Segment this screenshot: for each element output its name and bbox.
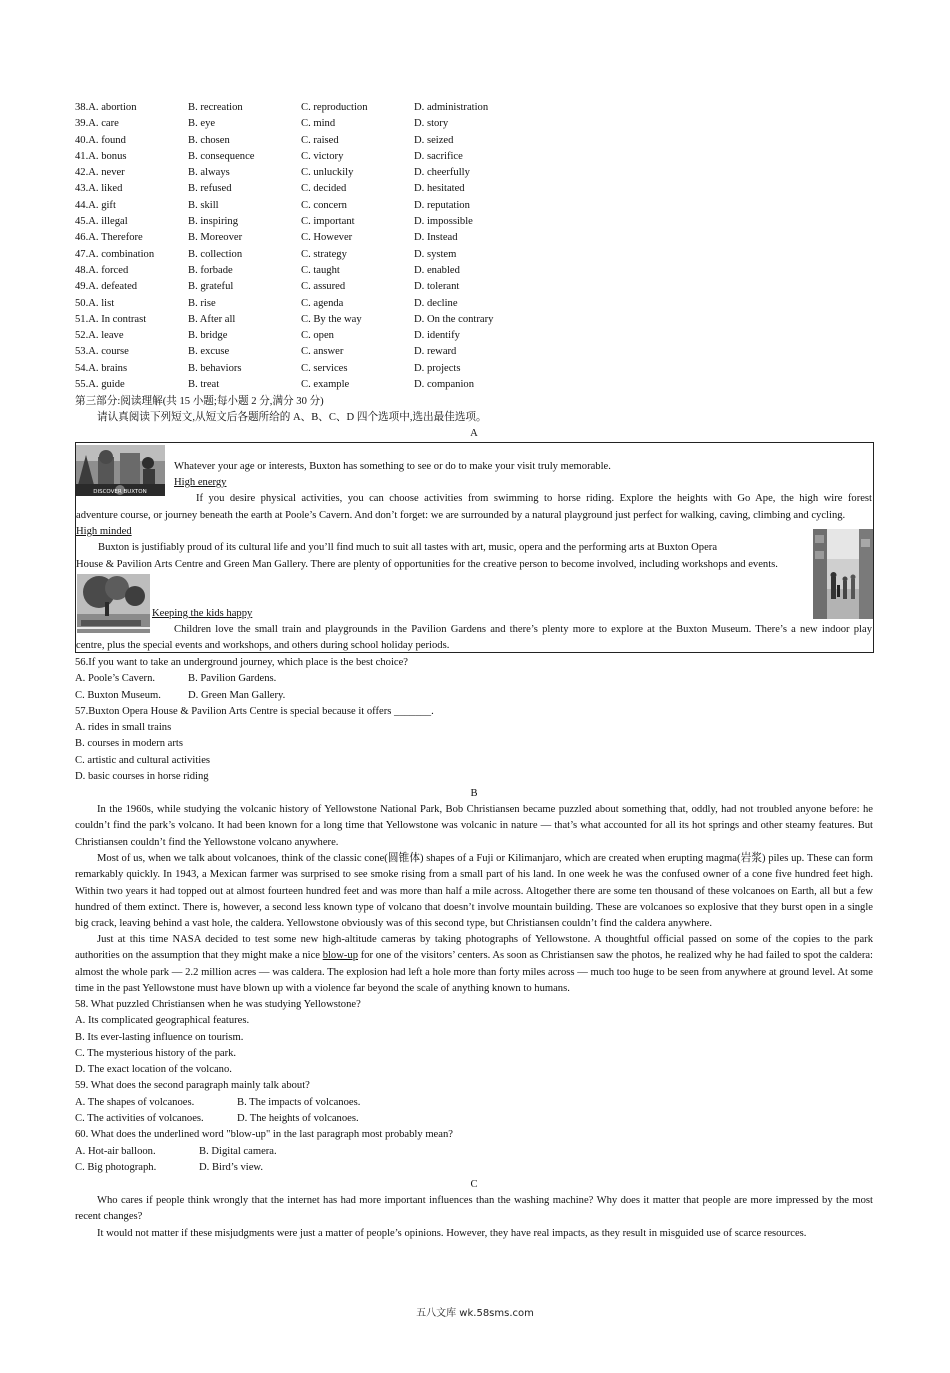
question-60: 60. What does the underlined word "blow-up" in the last paragraph most probably mean? — [75, 1129, 453, 1141]
cloze-option: D. hesitated — [414, 183, 465, 195]
cloze-option-row — [75, 377, 535, 393]
cloze-option: B. inspiring — [188, 216, 239, 228]
option: C. Buxton Museum. — [75, 689, 161, 701]
cloze-option: C. open — [301, 330, 334, 342]
cloze-option: C. By the way — [301, 313, 362, 325]
question-60-options-ab — [75, 1144, 873, 1160]
option: D. The heights of volcanoes. — [237, 1113, 359, 1125]
passage-a-box — [75, 442, 874, 653]
cloze-option: C. answer — [301, 346, 344, 358]
cloze-option: D. sacrifice — [414, 150, 463, 162]
question-59: 59. What does the second paragraph mainly talk about? — [75, 1080, 310, 1092]
cloze-option: C. victory — [301, 150, 344, 162]
cloze-option: 44.A. gift — [75, 199, 116, 211]
cloze-option: D. companion — [414, 379, 475, 391]
questions-a — [75, 655, 873, 785]
cloze-option: 42.A. never — [75, 167, 125, 179]
option: A. Hot-air balloon. — [75, 1145, 156, 1157]
option: C. artistic and cultural activities — [75, 754, 211, 766]
cloze-option: 40.A. found — [75, 134, 126, 146]
question-60-options-cd — [75, 1160, 873, 1176]
buxton-banner-image — [76, 445, 165, 496]
cloze-option: D. reward — [414, 346, 457, 358]
option: C. The mysterious history of the park. — [75, 1047, 237, 1059]
cloze-option: B. refused — [188, 183, 232, 195]
cloze-option-row — [75, 279, 535, 295]
cloze-option: C. agenda — [301, 297, 344, 309]
section-instruction: 请认真阅读下列短文,从短文后各题所给的 A、B、C、D 四个选项中,选出最佳选项。 — [97, 412, 487, 423]
cloze-option: D. Instead — [414, 232, 458, 244]
cloze-option: C. mind — [301, 118, 336, 130]
cloze-option-row — [75, 133, 535, 149]
cloze-option-row — [75, 361, 535, 377]
cloze-option: C. example — [301, 379, 350, 391]
cloze-option-row — [75, 344, 535, 360]
high-minded-line-2: House & Pavilion Arts Centre and Green Man Gallery. There are plenty of opportunities for the creative person to become involved, including workshops and events. — [76, 559, 778, 570]
option: A. rides in small trains — [75, 722, 172, 734]
cloze-option: B. recreation — [188, 102, 243, 113]
cloze-option: B. excuse — [188, 346, 230, 358]
cloze-option: C. taught — [301, 264, 340, 276]
option: B. Pavilion Gardens. — [188, 673, 277, 685]
underlined-word-blow-up: blow-up — [322, 950, 358, 962]
option: B. courses in modern arts — [75, 738, 183, 750]
cloze-option: B. After all — [188, 313, 236, 325]
street-scene-image — [813, 529, 873, 619]
option: D. Bird’s view. — [199, 1161, 264, 1173]
footer-watermark: 五八文库 wk.58sms.com — [416, 1308, 534, 1319]
heading-high-minded: High minded — [76, 526, 132, 537]
cloze-option-row — [75, 247, 535, 263]
cloze-option: 45.A. illegal — [75, 216, 128, 228]
cloze-option: D. story — [414, 118, 449, 130]
questions-b — [75, 997, 873, 1176]
cloze-option: 43.A. liked — [75, 183, 123, 195]
option: A. Poole’s Cavern. — [75, 673, 156, 685]
option: B. The impacts of volcanoes. — [237, 1096, 361, 1108]
cloze-option: B. chosen — [188, 134, 230, 146]
option: D. basic courses in horse riding — [75, 771, 209, 783]
cloze-option: 51.A. In contrast — [75, 313, 147, 325]
option: A. Its complicated geographical features. — [75, 1015, 250, 1027]
cloze-option: C. decided — [301, 183, 347, 195]
passage-a-letter: A — [470, 428, 478, 439]
cloze-option: B. bridge — [188, 330, 228, 342]
option: D. Green Man Gallery. — [188, 689, 286, 701]
cloze-option: D. decline — [414, 297, 458, 309]
cloze-option: B. collection — [188, 248, 243, 260]
cloze-option: B. rise — [188, 297, 216, 309]
question-59-options-ab — [75, 1095, 873, 1111]
park-train-image — [77, 574, 150, 633]
cloze-option-row — [75, 214, 535, 230]
passage-b-letter: B — [470, 788, 478, 799]
cloze-option: C. reproduction — [301, 102, 368, 113]
kids-line-2: centre, plus the special events and workshops, and others during school holiday periods. — [76, 640, 450, 651]
option: B. Its ever-lasting influence on tourism. — [75, 1031, 244, 1043]
cloze-option: D. projects — [414, 362, 461, 374]
option: C. Big photograph. — [75, 1161, 157, 1173]
cloze-option: C. unluckily — [301, 167, 354, 179]
cloze-option-row — [75, 263, 535, 279]
cloze-option: 49.A. defeated — [75, 281, 138, 293]
question-56-options-ab — [75, 671, 873, 687]
high-energy-line-1: If you desire physical activities, you can choose activities from swimming to horse riding. Explore the heights with Go Ape, the high wire forest — [196, 493, 872, 504]
cloze-option-row — [75, 198, 535, 214]
cloze-option: D. system — [414, 248, 457, 260]
paragraph-text: Just at this time NASA decided to test some new high-altitude cameras by taking photographs of Yellowstone. A thoughtful official passed on some of the copies to the park authorities on the assumption that they might make a nice — [75, 934, 873, 962]
cloze-option-row — [75, 312, 535, 328]
passage-c-letter: C — [470, 1179, 478, 1190]
cloze-option: 55.A. guide — [75, 379, 125, 391]
cloze-option-row — [75, 100, 535, 116]
cloze-option: C. services — [301, 362, 348, 374]
cloze-option: C. However — [301, 232, 353, 244]
heading-keeping-kids-happy: Keeping the kids happy — [152, 608, 253, 619]
cloze-option: D. cheerfully — [414, 167, 470, 179]
cloze-option-row — [75, 165, 535, 181]
cloze-option-row — [75, 328, 535, 344]
cloze-option-row — [75, 116, 535, 132]
cloze-option-row — [75, 149, 535, 165]
cloze-option: B. eye — [188, 118, 216, 130]
cloze-option: C. concern — [301, 199, 347, 211]
buxton-banner-caption: DISCOVER BUXTON — [93, 489, 147, 495]
option: D. The exact location of the volcano. — [75, 1064, 232, 1076]
cloze-option: 54.A. brains — [75, 362, 128, 374]
option: B. Digital camera. — [199, 1145, 277, 1157]
cloze-option: D. seized — [414, 134, 454, 146]
option: A. The shapes of volcanoes. — [75, 1096, 195, 1108]
section-title: 第三部分:阅读理解(共 15 小题;每小题 2 分,满分 30 分) — [75, 396, 324, 407]
option: C. The activities of volcanoes. — [75, 1113, 204, 1125]
cloze-option: D. tolerant — [414, 281, 460, 293]
high-energy-line-2: adventure course, or journey beneath the earth at Poole’s Cavern. And don’t forget: we are surrounded by a natural playground just perfect for walking, caving, climbing and cycling. — [76, 510, 846, 521]
heading-high-energy: High energy — [174, 477, 227, 488]
cloze-option: C. strategy — [301, 248, 347, 260]
cloze-option: 38.A. abortion — [75, 102, 137, 113]
cloze-option-row — [75, 181, 535, 197]
cloze-option: 53.A. course — [75, 346, 129, 358]
kids-line-1: Children love the small train and playgrounds in the Pavilion Gardens and there’s plenty more to explore at the Buxton Museum. There’s a new indoor play — [174, 624, 872, 635]
question-57: 57.Buxton Opera House & Pavilion Arts Centre is special because it offers _______. — [75, 705, 434, 717]
cloze-option: 46.A. Therefore — [75, 232, 143, 244]
cloze-option: B. behaviors — [188, 362, 242, 374]
cloze-option: 41.A. bonus — [75, 150, 127, 162]
cloze-option: 52.A. leave — [75, 330, 124, 342]
cloze-option: B. forbade — [188, 264, 233, 276]
cloze-option: 39.A. care — [75, 118, 119, 130]
cloze-option: B. always — [188, 167, 230, 179]
cloze-option: D. enabled — [414, 264, 460, 276]
question-56: 56.If you want to take an underground journey, which place is the best choice? — [75, 657, 409, 668]
cloze-option: 47.A. combination — [75, 248, 155, 260]
question-56-options-cd — [75, 688, 873, 704]
cloze-option: B. skill — [188, 199, 219, 211]
cloze-option: B. treat — [188, 379, 220, 391]
cloze-option: B. consequence — [188, 150, 255, 162]
cloze-option: D. impossible — [414, 216, 473, 228]
cloze-option: 48.A. forced — [75, 264, 129, 276]
passage-c-paragraph-2: It would not matter if these misjudgments were just a matter of people’s opinions. However, they have real impacts, as they result in misguided use of scarce resources. — [97, 1228, 807, 1239]
cloze-option: D. identify — [414, 330, 460, 342]
cloze-option: D. administration — [414, 102, 489, 113]
passage-a-intro: Whatever your age or interests, Buxton has something to see or do to make your visit truly memorable. — [174, 461, 611, 472]
cloze-option: 50.A. list — [75, 297, 115, 309]
paragraph-text: for one of the visitors’ centers. As soon as Christiansen saw the photos, he realized why he had failed to spot the caldera: almost the whole park — 2.2 million acres — was caldera. The explosion had left a hole more than forty miles across — much too huge to be seen from anywhere at ground level. At some time in the past Yellowstone must have blown up with a violence far beyond the scale of anything known to humans. — [75, 950, 873, 994]
passage-b-paragraph-3 — [75, 932, 873, 997]
cloze-options-table — [75, 100, 535, 393]
cloze-option: C. raised — [301, 134, 339, 146]
cloze-option: C. important — [301, 216, 355, 228]
cloze-option: D. On the contrary — [414, 313, 494, 325]
cloze-option: C. assured — [301, 281, 346, 293]
cloze-option: B. Moreover — [188, 232, 243, 244]
passage-b-paragraph-1: In the 1960s, while studying the volcanic history of Yellowstone National Park, Bob Christiansen became puzzled about something that, oddly, had not troubled anyone before: he couldn’t find the park’s volcano. It had been known for a long time that Yellowstone was volcanic in nature — that’s what accounted for all its hot springs and other steamy features. But Christiansen couldn’t find the Yellowstone volcano anywhere. — [75, 804, 873, 848]
cloze-option: B. grateful — [188, 281, 234, 293]
cloze-option-row — [75, 296, 535, 312]
cloze-option-row — [75, 230, 535, 246]
question-58: 58. What puzzled Christiansen when he was studying Yellowstone? — [75, 999, 361, 1010]
passage-c-paragraph-1: Who cares if people think wrongly that the internet has had more important influences than the washing machine? Why does it matter that people are more impressed by the most recent changes? — [75, 1195, 873, 1223]
cloze-option: D. reputation — [414, 199, 470, 211]
question-59-options-cd — [75, 1111, 873, 1127]
passage-b-paragraph-2: Most of us, when we talk about volcanoes, think of the classic cone(圆锥体) shapes of a Fuji or Kilimanjaro, which are created when erupting magma(岩浆) piles up. These can form remarkably quickly. In 1943, a Mexican farmer was surprised to see smoke rising from a small part of his land. In one week he was the confused owner of a cone five hundred feet high. Within two years it had topped out at almost fourteen hundred feet and was more than half a mile across. Altogether there are some ten thousand of these volcanoes on Earth, all but a few hundred of them extinct. There is, however, a second less known type of volcano that doesn’t involve mountain building. These are volcanoes so explosive that they burst open in a single big crack, leaving behind a vast hole, the caldera. Yellowstone obviously was of this second type, but Christiansen couldn’t find the caldera anywhere. — [75, 853, 873, 930]
high-minded-line-1: Buxton is justifiably proud of its cultural life and you’ll find much to suit all tastes with art, music, opera and the performing arts at Buxton Opera — [98, 542, 718, 553]
